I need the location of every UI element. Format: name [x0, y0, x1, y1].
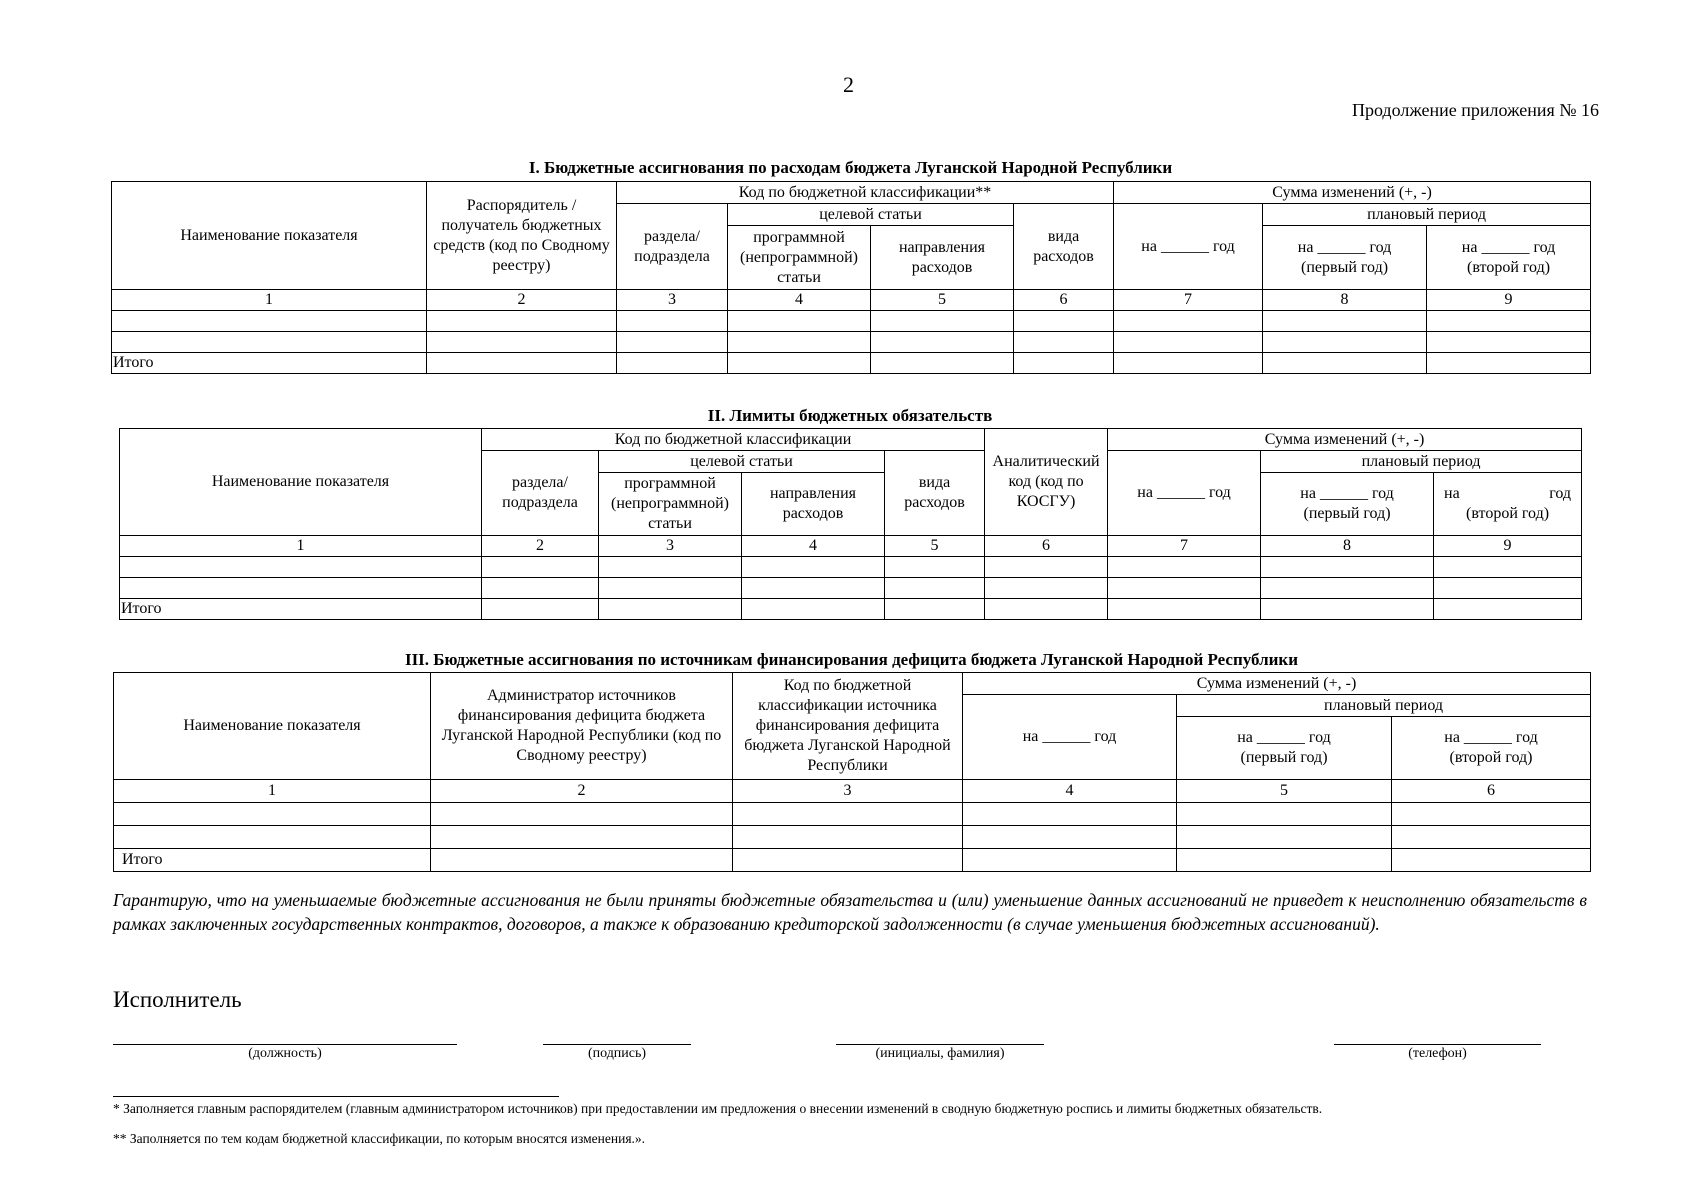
col-direction-header: направления расходов: [871, 226, 1014, 290]
col-analytic-header: Аналитический код (код по КОСГУ): [985, 429, 1108, 536]
table-row[interactable]: [112, 332, 1591, 353]
column-numbers-row: 1 2 3 4 5 6: [114, 780, 1591, 803]
footnote-1: * Заполняется главным распорядителем (главным администратором источников) при предоставлении им предложения о внесении изменений в сводную бюджетную роспись и лимиты бюджетных обязательств.: [113, 1101, 1323, 1116]
col-plan-group-header: плановый период: [1177, 695, 1591, 717]
signature-field[interactable]: (подпись): [543, 1044, 691, 1063]
section2-title: II. Лимиты бюджетных обязательств: [707, 406, 993, 425]
col-program-header: программной (непрограммной) статьи: [728, 226, 871, 290]
col-year1-header: на ______ год (первый год): [1177, 717, 1392, 780]
col-plan-group-header: плановый период: [1261, 451, 1582, 473]
col-name-header: Наименование показателя: [120, 429, 482, 536]
table-row[interactable]: [114, 826, 1591, 849]
col-plan-group-header: плановый период: [1263, 204, 1591, 226]
executor-label: Исполнитель: [113, 987, 242, 1012]
table-row[interactable]: [120, 557, 1582, 578]
name-field[interactable]: (инициалы, фамилия): [836, 1044, 1044, 1063]
continuation-label: Продолжение приложения № 16: [1351, 100, 1599, 120]
position-field[interactable]: (должность): [113, 1044, 457, 1063]
guarantee-text: Гарантирую, что на уменьшаемые бюджетные ассигнования не были приняты бюджетные обязательства и (или) уменьшение данных ассигнований не приведет к неисполнению обязательств в рамках заключенных государственных контрактов, договоров, а также к образованию кредиторской задолженности (в случае уменьшения бюджетных ассигнований).: [113, 890, 1587, 934]
col-year-header: на ______ год: [963, 695, 1177, 780]
col-admin-header: Администратор источников финансирования дефицита бюджета Луганской Народной Республики (код по Сводному реестру): [431, 673, 733, 780]
col-year-header: на ______ год: [1108, 451, 1261, 536]
section1-table: [111, 181, 1591, 374]
col-section-header: раздела/ подраздела: [617, 204, 728, 290]
col-year2-header: на год (второй год): [1434, 473, 1582, 536]
section3-title: III. Бюджетные ассигнования по источникам финансирования дефицита бюджета Луганской Народной Республики: [404, 650, 1299, 669]
col-year-header: на ______ год: [1114, 204, 1263, 290]
col-manager-header: Распорядитель / получатель бюджетных средств (код по Сводному реестру): [427, 182, 617, 290]
col-code-header: Код по бюджетной классификации источника финансирования дефицита бюджета Луганской Народной Республики: [733, 673, 963, 780]
col-section-header: раздела/ подраздела: [482, 451, 599, 536]
col-target-group-header: целевой статьи: [728, 204, 1014, 226]
col-sum-group-header: Сумма изменений (+, -): [1114, 182, 1591, 204]
total-row[interactable]: [112, 353, 1591, 374]
col-name-header: Наименование показателя: [114, 673, 431, 780]
col-type-header: вида расходов: [885, 451, 985, 536]
col-year1-header: на ______ год (первый год): [1261, 473, 1434, 536]
col-sum-group-header: Сумма изменений (+, -): [1108, 429, 1582, 451]
table-row[interactable]: [112, 311, 1591, 332]
col-year2-header: на ______ год (второй год): [1392, 717, 1591, 780]
phone-field[interactable]: (телефон): [1334, 1044, 1541, 1063]
section2-table: [119, 428, 1582, 620]
col-code-group-header: Код по бюджетной классификации**: [617, 182, 1114, 204]
footnote-divider: [113, 1096, 559, 1097]
page-number: 2: [843, 72, 854, 97]
col-program-header: программной (непрограммной) статьи: [599, 473, 742, 536]
section3-table: [113, 672, 1591, 872]
col-target-group-header: целевой статьи: [599, 451, 885, 473]
table-row[interactable]: [120, 578, 1582, 599]
col-year2-header: на ______ год (второй год): [1427, 226, 1591, 290]
column-numbers-row: 1 2 3 4 5 6 7 8 9: [120, 536, 1582, 557]
total-label: Итого: [120, 599, 482, 620]
col-name-header: Наименование показателя: [112, 182, 427, 290]
col-type-header: вида расходов: [1014, 204, 1114, 290]
col-sum-group-header: Сумма изменений (+, -): [963, 673, 1591, 695]
total-row[interactable]: [120, 599, 1582, 620]
col-direction-header: направления расходов: [742, 473, 885, 536]
total-label: Итого: [112, 353, 427, 374]
footnote-2: ** Заполняется по тем кодам бюджетной классификации, по которым вносятся изменения.».: [113, 1131, 646, 1146]
col-year1-header: на ______ год (первый год): [1263, 226, 1427, 290]
column-numbers-row: 1 2 3 4 5 6 7 8 9: [112, 290, 1591, 311]
total-row[interactable]: [114, 849, 1591, 872]
col-code-group-header: Код по бюджетной классификации: [482, 429, 985, 451]
total-label: Итого: [114, 849, 431, 872]
table-row[interactable]: [114, 803, 1591, 826]
section1-title: I. Бюджетные ассигнования по расходам бюджета Луганской Народной Республики: [528, 158, 1173, 177]
